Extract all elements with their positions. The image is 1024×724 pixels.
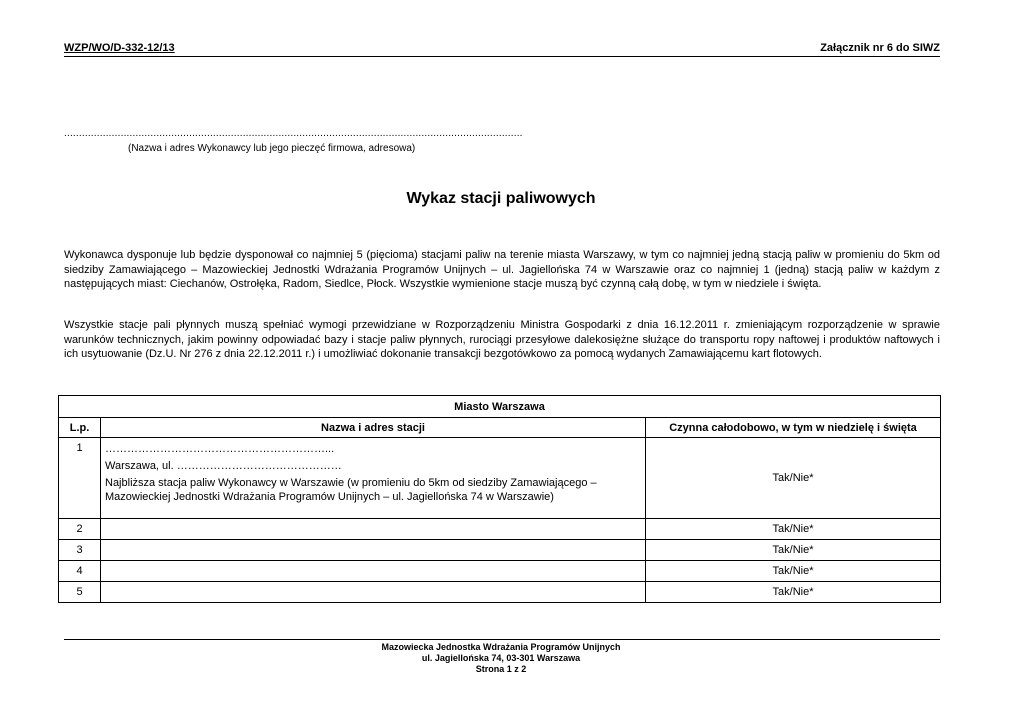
station-address-line: Warszawa, ul. ………………………………………: [105, 460, 342, 472]
table-row: [59, 561, 941, 582]
page-header: [64, 42, 940, 57]
table-row: [59, 582, 941, 603]
open-status: Tak/Nie*: [646, 438, 941, 519]
column-header-name: Nazwa i adres stacji: [101, 418, 646, 438]
city-header: Miasto Warszawa: [59, 396, 941, 418]
station-name-cell: [101, 582, 646, 603]
table-header-row: [59, 418, 941, 438]
footer-divider: [64, 639, 940, 640]
station-name-cell: [101, 540, 646, 561]
open-status: Tak/Nie*: [646, 519, 941, 540]
row-number: 1: [59, 438, 101, 519]
contractor-caption: (Nazwa i adres Wykonawcy lub jego pieczęć firmowa, adresowa): [128, 143, 416, 154]
table-city-row: [59, 396, 941, 418]
contractor-dots-line: ..........................................................................................................................................................: [64, 128, 523, 139]
attachment-label: Załącznik nr 6 do SIWZ: [820, 42, 940, 54]
open-status: Tak/Nie*: [646, 540, 941, 561]
page-footer: [0, 642, 1002, 675]
station-name-cell: [101, 561, 646, 582]
station-name-dots: ……………………………………………………...: [105, 443, 335, 455]
row-number: 3: [59, 540, 101, 561]
footer-address: ul. Jagiellońska 74, 03-301 Warszawa: [421, 653, 581, 663]
row-number: 4: [59, 561, 101, 582]
table-row: [59, 438, 941, 519]
table-row: [59, 540, 941, 561]
document-reference: WZP/WO/D-332-12/13: [64, 42, 175, 54]
paragraph-regulations: Wszystkie stacje pali płynnych muszą spełniać wymogi przewidziane w Rozporządzeniu Ministra Gospodarki z dnia 16.12.2011 r. zmieniającym rozporządzenie w sprawie warunków technicznych, jakim powinny odpowiadać bazy i stacje paliw płynnych, rurociągi przesyłowe dalekosiężne służące do transportu ropy naftowej i produktów naftowych i ich usytuowanie (Dz.U. Nr 276 z dnia 22.12.2011 r.) i umożliwiać dokonanie transakcji bezgotówkowo za pomocą wydanych Zamawiającemu kart flotowych.: [64, 319, 940, 360]
stations-table: [58, 395, 941, 603]
station-name-cell: [101, 519, 646, 540]
page-title: Wykaz stacji paliwowych: [406, 190, 596, 207]
table-row: [59, 519, 941, 540]
station-name-cell: [101, 438, 646, 519]
station-note: Najbliższa stacja paliw Wykonawcy w Warszawie (w promieniu do 5km od siedziby Zamawiającego – Mazowieckiej Jednostki Wdrażania Programów Unijnych – ul. Jagiellońska 74 w Warszawie): [105, 477, 597, 503]
row-number: 5: [59, 582, 101, 603]
open-status: Tak/Nie*: [646, 582, 941, 603]
page-number: Strona 1 z 2: [475, 664, 527, 674]
column-header-open: Czynna całodobowo, w tym w niedzielę i święta: [646, 418, 941, 438]
open-status: Tak/Nie*: [646, 561, 941, 582]
paragraph-requirements: Wykonawca dysponuje lub będzie dysponował co najmniej 5 (pięcioma) stacjami paliw na terenie miasta Warszawy, w tym co najmniej jedną stacją paliw w promieniu do 5km od siedziby Zamawiającego – Mazowieckiej Jednostki Wdrażania Programów Unijnych – ul. Jagiellońska 74 w Warszawie oraz co najmniej 1 (jedną) stacją paliw w każdym z następujących miast: Ciechanów, Ostrołęka, Radom, Siedlce, Płock. Wszystkie wymienione stacje muszą być czynną całą dobę, w tym w niedziele i święta.: [64, 249, 940, 290]
column-header-lp: L.p.: [59, 418, 101, 438]
row-number: 2: [59, 519, 101, 540]
footer-organization: Mazowiecka Jednostka Wdrażania Programów Unijnych: [381, 642, 621, 652]
